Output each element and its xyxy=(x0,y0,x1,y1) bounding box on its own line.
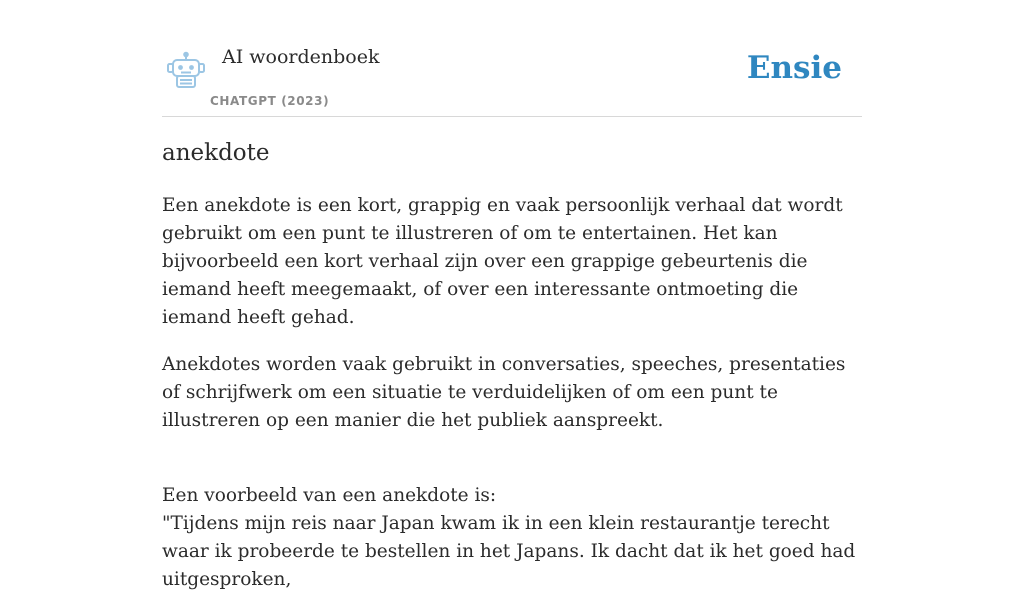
spacer xyxy=(162,454,862,482)
source-subtitle: CHATGPT (2023) xyxy=(210,94,330,108)
robot-icon xyxy=(166,52,206,90)
entry-definition xyxy=(162,192,862,594)
entry-header xyxy=(162,40,862,117)
example-text: "Tijdens mijn reis naar Japan kwam ik in een klein restaurantje terecht waar ik probeerde te bestellen in het Japans. Ik dacht dat ik het goed had uitgesproken, xyxy=(162,513,856,590)
brand-logo[interactable]: Ensie xyxy=(746,50,842,86)
example-intro: Een voorbeeld van een anekdote is: xyxy=(162,485,497,506)
definition-paragraph: Anekdotes worden vaak gebruikt in conversaties, speeches, presentaties of schrijfwerk om een situatie te verduidelijken of om een punt te illustreren op een manier die het publiek aanspreekt. xyxy=(162,354,846,431)
source-title[interactable]: AI woordenboek xyxy=(222,46,380,68)
entry-term: anekdote xyxy=(162,140,270,166)
definition-paragraph: Een anekdote is een kort, grappig en vaak persoonlijk verhaal dat wordt gebruikt om een punt te illustreren of om te entertainen. Het kan bijvoorbeeld een kort verhaal zijn over een grappige gebeurtenis die iemand heeft meegemaakt, of over een interessante ontmoeting die iemand heeft gehad. xyxy=(162,195,843,328)
